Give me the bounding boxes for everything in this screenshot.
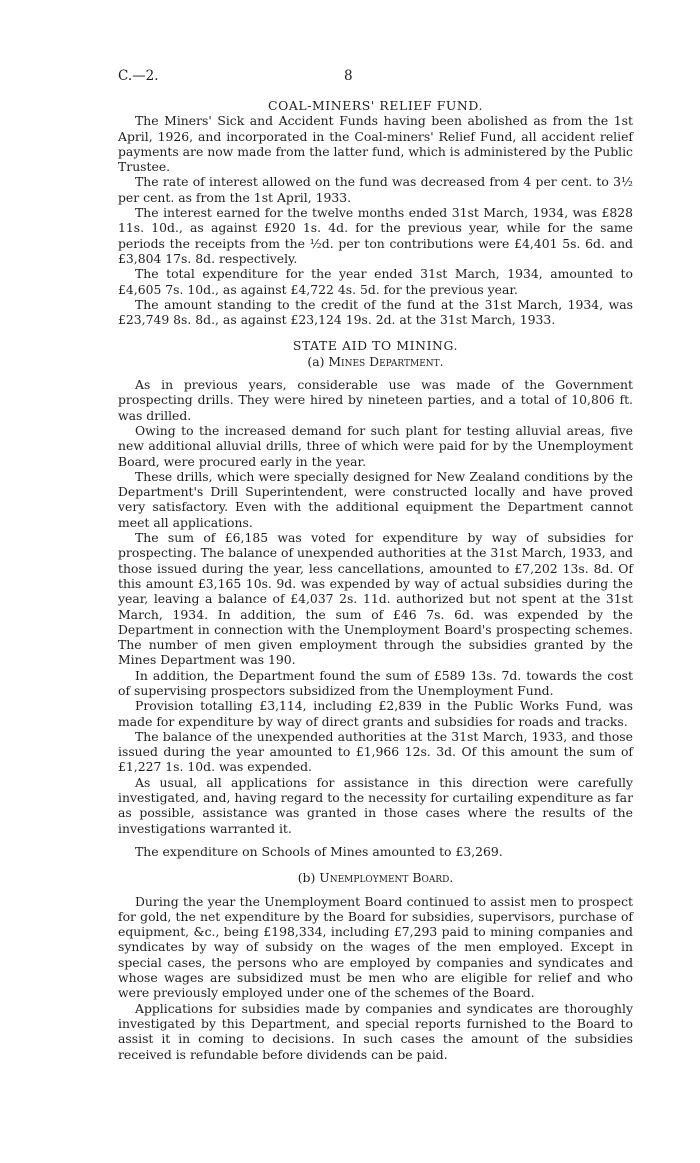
spacer [118,836,633,844]
paragraph: These drills, which were specially designed for New Zealand conditions by the Department's Drill Superintendent, were constructed locally and have proved very satisfactory. Even with the additional equipment the Department cannot meet all applications. [118,468,633,530]
spacer [118,859,633,870]
spacer [118,369,633,377]
section-title-coal-miners: COAL-MINERS' RELIEF FUND. [267,98,484,113]
paragraph: The interest earned for the twelve months ended 31st March, 1934, was £828 11s. 10d., as against £920 1s. 4d. for the previous year, while for the same periods the receipts from the ½d. per ton contributions were £4,401 5s. 6d. and £3,804 17s. 8d. respectively. [118,205,633,266]
paragraph: As usual, all applications for assistance in this direction were carefully investigated, and, having regard to the necessity for curtailing expenditure as far as possible, assistance was granted in those cases where the results of the investigations warranted it. [118,774,633,836]
paragraph: The sum of £6,185 was voted for expenditure by way of subsidies for prospecting. The balance of unexpended authorities at the 31st March, 1933, and those issued during the year, less cancellations, amounted to £7,202 13s. 8d. Of this amount £3,165 10s. 9d. was expended by way of actual subsidies during the year, leaving a balance of £4,037 2s. 11d. authorized but not spent at the 31st March, 1934. In addition, the sum of £46 7s. 6d. was expended by the Department in connection with the Unemployment Board's prospecting schemes. The number of men given employment through the subsidies granted by the Mines Department was 190. [118,530,633,668]
paragraph: Owing to the increased demand for such plant for testing alluvial areas, five new additional alluvial drills, three of which were paid for by the Unemployment Board, were procured early in the year. [118,422,633,469]
paragraph: Provision totalling £3,114, including £2,839 in the Public Works Fund, was made for expenditure by way of direct grants and subsidies for roads and tracks. [118,698,633,729]
subsection-title-unemployment-board [118,870,633,885]
paragraph: The balance of the unexpended authorities at the 31st March, 1933, and those issued during the year amounted to £1,966 12s. 3d. Of this amount the sum of £1,227 1s. 10d. was expended. [118,728,633,775]
paragraph: As in previous years, considerable use was made of the Government prospecting drills. They were hired by nineteen parties, and a total of 10,806 ft. was drilled. [118,377,633,423]
section-title-state-aid: STATE AID TO MINING. [292,338,459,354]
subsection-name: Unemployment Board. [319,870,454,886]
paragraph: Applications for subsidies made by companies and syndicates are thoroughly investigated by this Department, and special reports furnished to the Board to assist it in coming to decisions. In such cases the amount of the subsidies received is refundable before dividends can be paid. [118,1000,633,1062]
document-body [118,98,633,1062]
paragraph: The amount standing to the credit of the fund at the 31st March, 1934, was £23,749 8s. 8d., as against £23,124 19s. 2d. at the 31st March, 1933. [118,296,633,328]
paragraph: The Miners' Sick and Accident Funds having been abolished as from the 1st April, 1926, and incorporated in the Coal-miners' Relief Fund, all accident relief payments are now made from the latter fund, which is administered by the Public Trustee. [118,113,633,175]
subsection-title-mines-department [118,354,633,369]
paragraph: The total expenditure for the year ended 31st March, 1934, amounted to £4,605 7s. 10d., as against £4,722 4s. 5d. for the previous year. [118,266,633,297]
paragraph: The rate of interest allowed on the fund was decreased from 4 per cent. to 3½ per cent. as from the 1st April, 1933. [118,174,633,205]
subsection-label: (b) [297,870,316,886]
document-code: C.—2. [118,68,159,84]
spacer [118,886,633,894]
subsection-name: Mines Department. [328,353,444,369]
paragraph: During the year the Unemployment Board continued to assist men to prospect for gold, the net expenditure by the Board for subsidies, supervisors, purchase of equipment, &c., being £198,334, including £7,293 paid to mining companies and syndicates by way of subsidy on the wages of the men employed. Except in special cases, the persons who are employed by companies and syndicates and whose wages are subsidized must be men who are eligible for relief and who were previously employed under one of the schemes of the Board. [118,893,633,1001]
spacer [118,327,633,338]
paragraph: The expenditure on Schools of Mines amounted to £3,269. [135,843,503,859]
subsection-label: (a) [307,353,325,369]
paragraph: In addition, the Department found the sum of £589 13s. 7d. towards the cost of supervising prospectors subsidized from the Unemployment Fund. [118,667,633,698]
page-number: 8 [344,68,353,84]
